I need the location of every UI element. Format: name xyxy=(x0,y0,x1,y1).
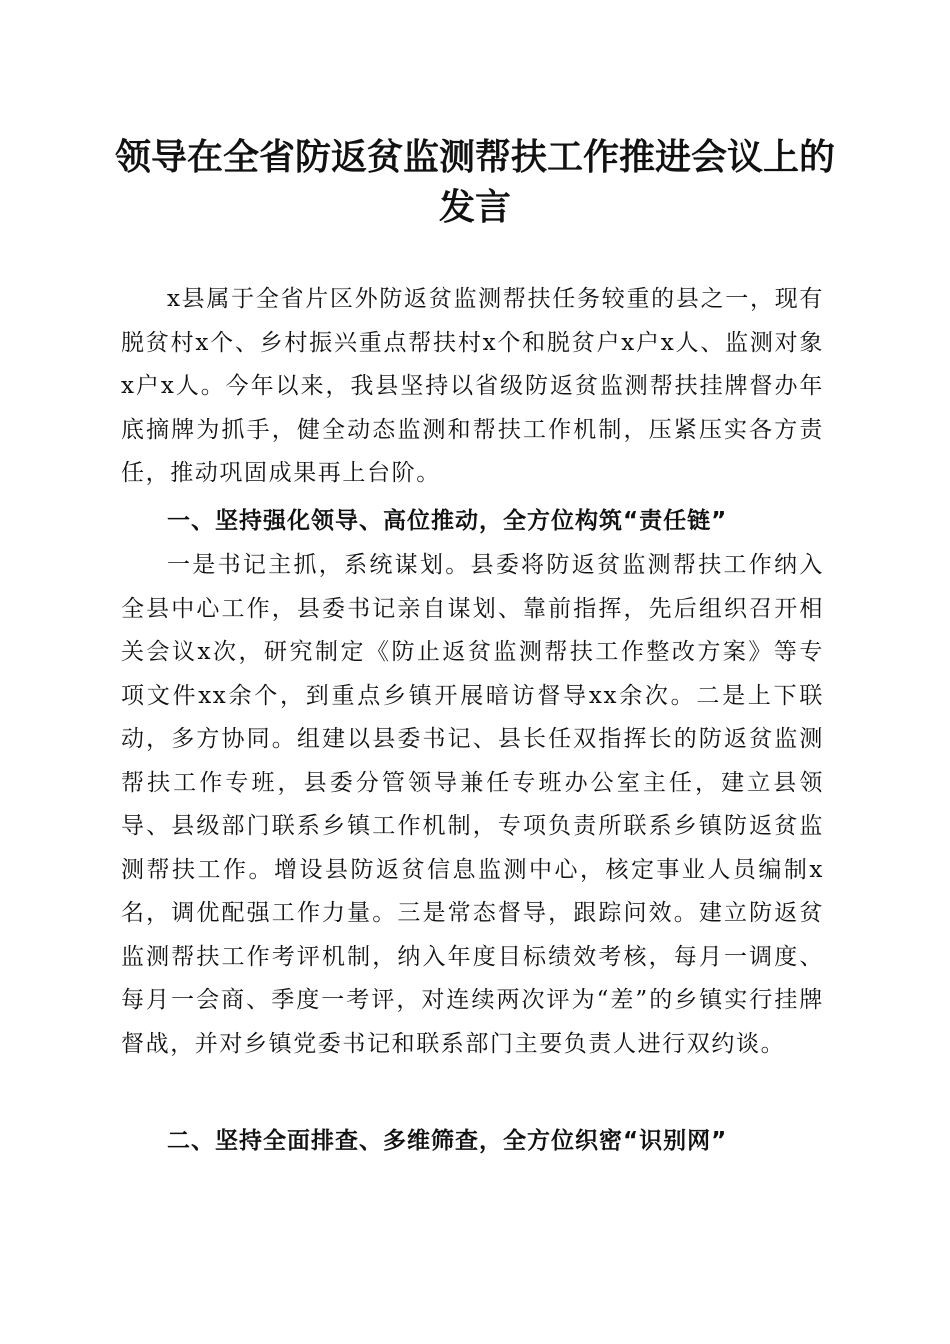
section-1-heading: 一、坚持强化领导、高位推动，全方位构筑“责任链” xyxy=(167,508,728,534)
section-2-heading: 二、坚持全面排查、多维筛查，全方位织密“识别网” xyxy=(167,1128,728,1154)
intro-paragraph: x县属于全省片区外防返贫监测帮扶任务较重的县之一，现有脱贫村x个、乡村振兴重点帮扶村x个和脱贫户x户x人、监测对象x户x人。今年以来，我县坚持以省级防返贫监测帮扶挂牌督办年底摘牌为抓手，健全动态监测和帮扶工作机制，压紧压实各方责任，推动巩固成果再上台阶。 xyxy=(121,286,824,486)
document-title: 领导在全省防返贫监测帮扶工作推进会议上的发言 xyxy=(114,136,835,228)
section-1-body-paragraph: 一是书记主抓，系统谋划。县委将防返贫监测帮扶工作纳入全县中心工作，县委书记亲自谋划、靠前指挥，先后组织召开相关会议x次，研究制定《防止返贫监测帮扶工作整改方案》等专项文件xx余个，到重点乡镇开展暗访督导xx余次。二是上下联动，多方协同。组建以县委书记、县长任双指挥长的防返贫监测帮扶工作专班，县委分管领导兼任专班办公室主任，建立县领导、县级部门联系乡镇工作机制，专项负责所联系乡镇防返贫监测帮扶工作。增设县防返贫信息监测中心，核定事业人员编制x名，调优配强工作力量。三是常态督导，跟踪问效。建立防返贫监测帮扶工作考评机制，纳入年度目标绩效考核，每月一调度、每月一会商、季度一考评，对连续两次评为“差”的乡镇实行挂牌督战，并对乡镇党委书记和联系部门主要负责人进行双约谈。 xyxy=(121,552,824,1057)
